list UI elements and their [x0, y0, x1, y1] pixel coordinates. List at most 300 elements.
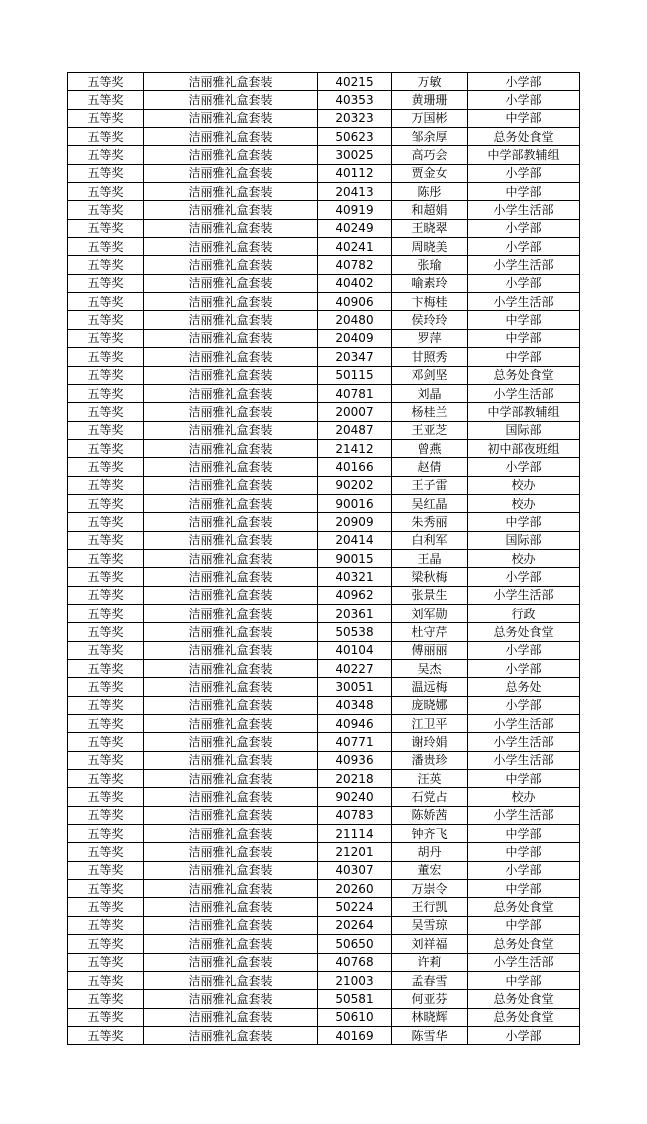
- employee-name-cell: 万国彬: [392, 109, 468, 127]
- table-row: [68, 403, 580, 421]
- prize-level-cell: 五等奖: [68, 696, 144, 714]
- prize-item-cell: 洁丽雅礼盒套装: [144, 678, 318, 696]
- department-cell: 小学生活部: [468, 201, 580, 219]
- prize-item-cell: 洁丽雅礼盒套装: [144, 384, 318, 402]
- department-cell: 总务处食堂: [468, 990, 580, 1008]
- employee-name-cell: 王晶: [392, 549, 468, 567]
- table-row: [68, 238, 580, 256]
- prize-level-cell: 五等奖: [68, 366, 144, 384]
- department-cell: 中学部: [468, 348, 580, 366]
- department-cell: 小学部: [468, 1026, 580, 1044]
- department-cell: 小学部: [468, 641, 580, 659]
- prize-item-cell: 洁丽雅礼盒套装: [144, 568, 318, 586]
- prize-level-cell: 五等奖: [68, 348, 144, 366]
- employee-name-cell: 高巧会: [392, 146, 468, 164]
- department-cell: 中学部: [468, 916, 580, 934]
- employee-id-cell: 40227: [318, 660, 392, 678]
- prize-level-cell: 五等奖: [68, 274, 144, 292]
- table-row: [68, 219, 580, 237]
- prize-item-cell: 洁丽雅礼盒套装: [144, 715, 318, 733]
- prize-level-cell: 五等奖: [68, 439, 144, 457]
- department-cell: 总务处食堂: [468, 898, 580, 916]
- employee-name-cell: 杨桂兰: [392, 403, 468, 421]
- employee-name-cell: 王行凯: [392, 898, 468, 916]
- prize-level-cell: 五等奖: [68, 953, 144, 971]
- prize-level-cell: 五等奖: [68, 329, 144, 347]
- employee-id-cell: 40112: [318, 164, 392, 182]
- employee-id-cell: 40215: [318, 73, 392, 91]
- prize-item-cell: 洁丽雅礼盒套装: [144, 825, 318, 843]
- prize-item-cell: 洁丽雅礼盒套装: [144, 898, 318, 916]
- department-cell: 中学部: [468, 513, 580, 531]
- prize-level-cell: 五等奖: [68, 770, 144, 788]
- prize-item-cell: 洁丽雅礼盒套装: [144, 1026, 318, 1044]
- department-cell: 校办: [468, 476, 580, 494]
- prize-item-cell: 洁丽雅礼盒套装: [144, 549, 318, 567]
- prize-item-cell: 洁丽雅礼盒套装: [144, 146, 318, 164]
- table-row: [68, 696, 580, 714]
- table-row: [68, 531, 580, 549]
- employee-name-cell: 刘祥福: [392, 935, 468, 953]
- table-row: [68, 660, 580, 678]
- table-row: [68, 843, 580, 861]
- department-cell: 小学部: [468, 274, 580, 292]
- employee-id-cell: 50650: [318, 935, 392, 953]
- prize-level-cell: 五等奖: [68, 660, 144, 678]
- department-cell: 中学部: [468, 825, 580, 843]
- table-row: [68, 458, 580, 476]
- department-cell: 校办: [468, 494, 580, 512]
- prize-level-cell: 五等奖: [68, 238, 144, 256]
- table-row: [68, 971, 580, 989]
- prize-level-cell: 五等奖: [68, 935, 144, 953]
- employee-name-cell: 傅丽丽: [392, 641, 468, 659]
- prize-item-cell: 洁丽雅礼盒套装: [144, 219, 318, 237]
- prize-item-cell: 洁丽雅礼盒套装: [144, 238, 318, 256]
- employee-name-cell: 吴红晶: [392, 494, 468, 512]
- prize-level-cell: 五等奖: [68, 568, 144, 586]
- prize-item-cell: 洁丽雅礼盒套装: [144, 660, 318, 678]
- employee-id-cell: 20409: [318, 329, 392, 347]
- department-cell: 中学部: [468, 880, 580, 898]
- prize-item-cell: 洁丽雅礼盒套装: [144, 1008, 318, 1026]
- prize-item-cell: 洁丽雅礼盒套装: [144, 494, 318, 512]
- employee-id-cell: 40919: [318, 201, 392, 219]
- prize-item-cell: 洁丽雅礼盒套装: [144, 770, 318, 788]
- employee-name-cell: 温远梅: [392, 678, 468, 696]
- table-row: [68, 861, 580, 879]
- department-cell: 小学部: [468, 696, 580, 714]
- employee-name-cell: 王亚芝: [392, 421, 468, 439]
- prize-item-cell: 洁丽雅礼盒套装: [144, 458, 318, 476]
- prize-item-cell: 洁丽雅礼盒套装: [144, 806, 318, 824]
- employee-id-cell: 40781: [318, 384, 392, 402]
- prize-level-cell: 五等奖: [68, 806, 144, 824]
- employee-name-cell: 王子雷: [392, 476, 468, 494]
- employee-id-cell: 40783: [318, 806, 392, 824]
- prize-level-cell: 五等奖: [68, 843, 144, 861]
- prize-level-cell: 五等奖: [68, 788, 144, 806]
- employee-id-cell: 40241: [318, 238, 392, 256]
- employee-name-cell: 江卫平: [392, 715, 468, 733]
- employee-name-cell: 罗萍: [392, 329, 468, 347]
- table-row: [68, 201, 580, 219]
- department-cell: 小学部: [468, 238, 580, 256]
- employee-name-cell: 张景生: [392, 586, 468, 604]
- prize-item-cell: 洁丽雅礼盒套装: [144, 788, 318, 806]
- prize-level-cell: 五等奖: [68, 146, 144, 164]
- employee-id-cell: 20264: [318, 916, 392, 934]
- prize-item-cell: 洁丽雅礼盒套装: [144, 861, 318, 879]
- prize-level-cell: 五等奖: [68, 201, 144, 219]
- table-row: [68, 935, 580, 953]
- employee-id-cell: 40348: [318, 696, 392, 714]
- department-cell: 小学生活部: [468, 256, 580, 274]
- table-row: [68, 91, 580, 109]
- department-cell: 中学部: [468, 183, 580, 201]
- employee-name-cell: 刘晶: [392, 384, 468, 402]
- employee-name-cell: 许莉: [392, 953, 468, 971]
- prize-item-cell: 洁丽雅礼盒套装: [144, 935, 318, 953]
- employee-name-cell: 刘军勋: [392, 604, 468, 622]
- department-cell: 中学部: [468, 770, 580, 788]
- prize-item-cell: 洁丽雅礼盒套装: [144, 256, 318, 274]
- employee-id-cell: 40353: [318, 91, 392, 109]
- prize-level-cell: 五等奖: [68, 458, 144, 476]
- department-cell: 小学生活部: [468, 806, 580, 824]
- employee-id-cell: 30051: [318, 678, 392, 696]
- department-cell: 小学部: [468, 91, 580, 109]
- table-row: [68, 715, 580, 733]
- employee-id-cell: 40771: [318, 733, 392, 751]
- prize-level-cell: 五等奖: [68, 586, 144, 604]
- table-row: [68, 146, 580, 164]
- employee-id-cell: 40169: [318, 1026, 392, 1044]
- prize-item-cell: 洁丽雅礼盒套装: [144, 311, 318, 329]
- employee-name-cell: 胡丹: [392, 843, 468, 861]
- employee-name-cell: 万敏: [392, 73, 468, 91]
- table-row: [68, 880, 580, 898]
- prize-item-cell: 洁丽雅礼盒套装: [144, 476, 318, 494]
- prize-level-cell: 五等奖: [68, 73, 144, 91]
- department-cell: 总务处食堂: [468, 935, 580, 953]
- prize-item-cell: 洁丽雅礼盒套装: [144, 916, 318, 934]
- table-row: [68, 384, 580, 402]
- employee-name-cell: 邹余厚: [392, 128, 468, 146]
- department-cell: 小学部: [468, 861, 580, 879]
- table-row: [68, 1026, 580, 1044]
- prize-item-cell: 洁丽雅礼盒套装: [144, 843, 318, 861]
- department-cell: 小学生活部: [468, 586, 580, 604]
- table-row: [68, 604, 580, 622]
- prize-item-cell: 洁丽雅礼盒套装: [144, 201, 318, 219]
- employee-name-cell: 陈雪华: [392, 1026, 468, 1044]
- employee-name-cell: 卞梅桂: [392, 293, 468, 311]
- employee-name-cell: 白利军: [392, 531, 468, 549]
- department-cell: 总务处食堂: [468, 623, 580, 641]
- prize-level-cell: 五等奖: [68, 256, 144, 274]
- prize-level-cell: 五等奖: [68, 549, 144, 567]
- employee-id-cell: 90202: [318, 476, 392, 494]
- table-row: [68, 329, 580, 347]
- prize-item-cell: 洁丽雅礼盒套装: [144, 971, 318, 989]
- employee-name-cell: 赵倩: [392, 458, 468, 476]
- prize-item-cell: 洁丽雅礼盒套装: [144, 348, 318, 366]
- prize-item-cell: 洁丽雅礼盒套装: [144, 403, 318, 421]
- employee-name-cell: 邓剑坚: [392, 366, 468, 384]
- employee-id-cell: 40166: [318, 458, 392, 476]
- prize-item-cell: 洁丽雅礼盒套装: [144, 293, 318, 311]
- prize-item-cell: 洁丽雅礼盒套装: [144, 366, 318, 384]
- employee-id-cell: 20480: [318, 311, 392, 329]
- table-row: [68, 293, 580, 311]
- department-cell: 国际部: [468, 421, 580, 439]
- table-row: [68, 439, 580, 457]
- department-cell: 中学部: [468, 843, 580, 861]
- prize-level-cell: 五等奖: [68, 916, 144, 934]
- employee-id-cell: 20487: [318, 421, 392, 439]
- employee-name-cell: 张瑜: [392, 256, 468, 274]
- employee-id-cell: 40782: [318, 256, 392, 274]
- prize-level-cell: 五等奖: [68, 733, 144, 751]
- department-cell: 校办: [468, 788, 580, 806]
- employee-name-cell: 侯玲玲: [392, 311, 468, 329]
- employee-name-cell: 董宏: [392, 861, 468, 879]
- department-cell: 小学部: [468, 219, 580, 237]
- table-row: [68, 623, 580, 641]
- employee-name-cell: 汪英: [392, 770, 468, 788]
- prize-item-cell: 洁丽雅礼盒套装: [144, 164, 318, 182]
- employee-name-cell: 和超娟: [392, 201, 468, 219]
- prize-item-cell: 洁丽雅礼盒套装: [144, 641, 318, 659]
- employee-name-cell: 潘贵珍: [392, 751, 468, 769]
- employee-id-cell: 90240: [318, 788, 392, 806]
- employee-id-cell: 40307: [318, 861, 392, 879]
- table-row: [68, 641, 580, 659]
- table-row: [68, 513, 580, 531]
- department-cell: 中学部: [468, 329, 580, 347]
- table-row: [68, 348, 580, 366]
- department-cell: 小学部: [468, 164, 580, 182]
- department-cell: 校办: [468, 549, 580, 567]
- employee-id-cell: 40768: [318, 953, 392, 971]
- table-row: [68, 549, 580, 567]
- prize-level-cell: 五等奖: [68, 476, 144, 494]
- table-row: [68, 311, 580, 329]
- prize-level-cell: 五等奖: [68, 384, 144, 402]
- prize-item-cell: 洁丽雅礼盒套装: [144, 990, 318, 1008]
- table-row: [68, 990, 580, 1008]
- prize-level-cell: 五等奖: [68, 219, 144, 237]
- prize-level-cell: 五等奖: [68, 164, 144, 182]
- employee-id-cell: 90015: [318, 549, 392, 567]
- table-row: [68, 183, 580, 201]
- prize-item-cell: 洁丽雅礼盒套装: [144, 733, 318, 751]
- employee-id-cell: 20909: [318, 513, 392, 531]
- department-cell: 总务处食堂: [468, 366, 580, 384]
- employee-id-cell: 40946: [318, 715, 392, 733]
- prize-item-cell: 洁丽雅礼盒套装: [144, 73, 318, 91]
- employee-name-cell: 曾燕: [392, 439, 468, 457]
- prize-level-cell: 五等奖: [68, 971, 144, 989]
- prize-level-cell: 五等奖: [68, 311, 144, 329]
- employee-id-cell: 50610: [318, 1008, 392, 1026]
- prize-level-cell: 五等奖: [68, 990, 144, 1008]
- table-row: [68, 1008, 580, 1026]
- prize-level-cell: 五等奖: [68, 531, 144, 549]
- employee-id-cell: 20323: [318, 109, 392, 127]
- department-cell: 初中部夜班组: [468, 439, 580, 457]
- employee-id-cell: 40936: [318, 751, 392, 769]
- department-cell: 中学部: [468, 971, 580, 989]
- table-row: [68, 109, 580, 127]
- prize-level-cell: 五等奖: [68, 825, 144, 843]
- prize-level-cell: 五等奖: [68, 1008, 144, 1026]
- table-row: [68, 476, 580, 494]
- employee-name-cell: 杜守芹: [392, 623, 468, 641]
- prize-item-cell: 洁丽雅礼盒套装: [144, 109, 318, 127]
- employee-name-cell: 陈彤: [392, 183, 468, 201]
- prize-level-cell: 五等奖: [68, 880, 144, 898]
- department-cell: 小学生活部: [468, 384, 580, 402]
- employee-name-cell: 庞晓娜: [392, 696, 468, 714]
- prize-level-cell: 五等奖: [68, 898, 144, 916]
- prize-level-cell: 五等奖: [68, 513, 144, 531]
- employee-id-cell: 20007: [318, 403, 392, 421]
- employee-name-cell: 何亚芬: [392, 990, 468, 1008]
- department-cell: 中学部: [468, 311, 580, 329]
- department-cell: 总务处: [468, 678, 580, 696]
- prize-level-cell: 五等奖: [68, 91, 144, 109]
- prize-item-cell: 洁丽雅礼盒套装: [144, 183, 318, 201]
- prize-item-cell: 洁丽雅礼盒套装: [144, 586, 318, 604]
- prize-level-cell: 五等奖: [68, 604, 144, 622]
- table-row: [68, 164, 580, 182]
- employee-id-cell: 40321: [318, 568, 392, 586]
- department-cell: 中学部: [468, 109, 580, 127]
- prize-item-cell: 洁丽雅礼盒套装: [144, 421, 318, 439]
- department-cell: 小学部: [468, 568, 580, 586]
- employee-id-cell: 21201: [318, 843, 392, 861]
- employee-name-cell: 甘照秀: [392, 348, 468, 366]
- employee-name-cell: 谢玲娟: [392, 733, 468, 751]
- employee-id-cell: 20218: [318, 770, 392, 788]
- employee-name-cell: 喻素玲: [392, 274, 468, 292]
- department-cell: 国际部: [468, 531, 580, 549]
- department-cell: 小学部: [468, 73, 580, 91]
- employee-id-cell: 50623: [318, 128, 392, 146]
- employee-id-cell: 40249: [318, 219, 392, 237]
- table-row: [68, 678, 580, 696]
- prize-item-cell: 洁丽雅礼盒套装: [144, 439, 318, 457]
- prize-level-cell: 五等奖: [68, 715, 144, 733]
- employee-id-cell: 21114: [318, 825, 392, 843]
- prize-level-cell: 五等奖: [68, 861, 144, 879]
- employee-name-cell: 周晓美: [392, 238, 468, 256]
- employee-name-cell: 王晓翠: [392, 219, 468, 237]
- table-row: [68, 128, 580, 146]
- prize-level-cell: 五等奖: [68, 623, 144, 641]
- prize-level-cell: 五等奖: [68, 494, 144, 512]
- prize-item-cell: 洁丽雅礼盒套装: [144, 880, 318, 898]
- employee-id-cell: 40402: [318, 274, 392, 292]
- prize-item-cell: 洁丽雅礼盒套装: [144, 128, 318, 146]
- employee-id-cell: 20347: [318, 348, 392, 366]
- employee-name-cell: 石党占: [392, 788, 468, 806]
- prize-item-cell: 洁丽雅礼盒套装: [144, 953, 318, 971]
- employee-name-cell: 陈娇茜: [392, 806, 468, 824]
- table-row: [68, 586, 580, 604]
- prize-item-cell: 洁丽雅礼盒套装: [144, 623, 318, 641]
- department-cell: 小学部: [468, 458, 580, 476]
- department-cell: 小学生活部: [468, 715, 580, 733]
- department-cell: 小学生活部: [468, 751, 580, 769]
- employee-name-cell: 孟春雪: [392, 971, 468, 989]
- employee-name-cell: 吴杰: [392, 660, 468, 678]
- employee-id-cell: 50224: [318, 898, 392, 916]
- table-row: [68, 788, 580, 806]
- prize-item-cell: 洁丽雅礼盒套装: [144, 531, 318, 549]
- prize-item-cell: 洁丽雅礼盒套装: [144, 751, 318, 769]
- prize-level-cell: 五等奖: [68, 128, 144, 146]
- employee-id-cell: 90016: [318, 494, 392, 512]
- prize-item-cell: 洁丽雅礼盒套装: [144, 604, 318, 622]
- employee-id-cell: 21412: [318, 439, 392, 457]
- department-cell: 小学部: [468, 660, 580, 678]
- table-row: [68, 494, 580, 512]
- employee-id-cell: 30025: [318, 146, 392, 164]
- employee-id-cell: 50115: [318, 366, 392, 384]
- table-row: [68, 73, 580, 91]
- prize-level-cell: 五等奖: [68, 678, 144, 696]
- employee-id-cell: 40962: [318, 586, 392, 604]
- table-row: [68, 366, 580, 384]
- employee-name-cell: 梁秋梅: [392, 568, 468, 586]
- table-row: [68, 806, 580, 824]
- table-body: [68, 73, 580, 1045]
- employee-id-cell: 40906: [318, 293, 392, 311]
- table-row: [68, 274, 580, 292]
- table-row: [68, 751, 580, 769]
- prize-item-cell: 洁丽雅礼盒套装: [144, 274, 318, 292]
- prize-level-cell: 五等奖: [68, 641, 144, 659]
- table-row: [68, 256, 580, 274]
- table-row: [68, 898, 580, 916]
- employee-id-cell: 20413: [318, 183, 392, 201]
- table-row: [68, 953, 580, 971]
- table-row: [68, 421, 580, 439]
- prize-level-cell: 五等奖: [68, 403, 144, 421]
- prize-level-cell: 五等奖: [68, 421, 144, 439]
- department-cell: 小学生活部: [468, 293, 580, 311]
- table-row: [68, 733, 580, 751]
- prize-item-cell: 洁丽雅礼盒套装: [144, 513, 318, 531]
- employee-name-cell: 贾金女: [392, 164, 468, 182]
- department-cell: 小学生活部: [468, 953, 580, 971]
- employee-id-cell: 20361: [318, 604, 392, 622]
- department-cell: 小学生活部: [468, 733, 580, 751]
- department-cell: 中学部教辅组: [468, 146, 580, 164]
- employee-id-cell: 50538: [318, 623, 392, 641]
- department-cell: 总务处食堂: [468, 128, 580, 146]
- department-cell: 行政: [468, 604, 580, 622]
- employee-id-cell: 20260: [318, 880, 392, 898]
- employee-name-cell: 钟齐飞: [392, 825, 468, 843]
- employee-id-cell: 20414: [318, 531, 392, 549]
- prize-level-cell: 五等奖: [68, 1026, 144, 1044]
- table-row: [68, 568, 580, 586]
- table-row: [68, 770, 580, 788]
